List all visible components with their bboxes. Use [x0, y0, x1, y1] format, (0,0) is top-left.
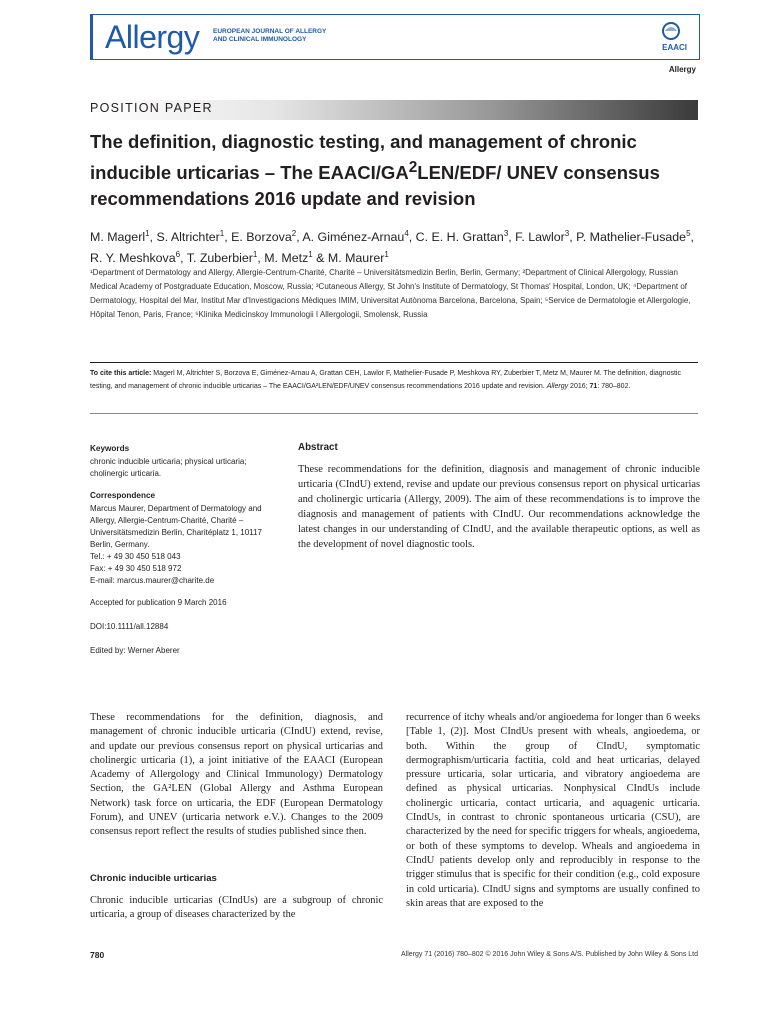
divider — [90, 362, 698, 363]
author-affiliation-marker: 1 — [252, 250, 258, 260]
article-type: POSITION PAPER — [90, 101, 213, 115]
author-name: E. Borzova — [231, 230, 292, 245]
abstract-text: These recommendations for the definition, diagnosis and management of chronic inducible urticaria (CIndU) extend, revise and update our previous consensus report on physical urticarias and cholinergic urticaria (Allergy, 2009). The aim of these recommendations is to improve the diagnosis and management of patients with CIndU. Our recommendations acknowledge the latest changes in our understanding of CIndU, and the available therapeutic options, as well as the development of novel diagnostic tools. — [298, 464, 700, 550]
keywords-heading: Keywords — [90, 444, 130, 453]
fax: Fax: + 49 30 450 518 972 — [90, 564, 182, 573]
author-name: M. Metz — [264, 251, 309, 266]
author-affiliation-marker: 1 — [308, 250, 313, 260]
telephone: Tel.: + 49 30 450 518 043 — [90, 552, 181, 561]
article-title: The definition, diagnostic testing, and management of chronic inducible urticarias – The EAACI/$GA^2LEN/EDF/$ UNEV consensus recommendations 2016 update and revision — [90, 131, 660, 210]
author-name: F. Lawlor — [515, 230, 565, 245]
divider — [90, 413, 698, 414]
author-affiliation-marker: 5 — [686, 229, 691, 238]
body-intro-paragraph: These recommendations for the definition, diagnosis, and management of chronic inducible urticaria (CIndU) extend, revise, and update our previous consensus report on physical urticarias and cholinergic urticaria (1), a joint initiative of the EAACI (European Academy of Allergology and Clinical Immunology) Dermatology Section, the GA²LEN (Global Allergy and Asthma European Network) task force on urticaria, the EDF (European Dermatology Forum), and UNEV (urticaria network e.V.). Changes to the 2009 consensus report reflect the results of studies published since then. — [90, 712, 383, 838]
abstract-heading: Abstract — [298, 442, 338, 453]
editor: Edited by: Werner Aberer — [90, 646, 180, 655]
journal-logo: Allergy — [105, 19, 200, 55]
author-name: C. E. H. Grattan — [415, 230, 504, 245]
author-name: A. Giménez-Arnau — [302, 230, 405, 245]
journal-banner — [90, 14, 700, 60]
journal-subtitle: EUROPEAN JOURNAL OF ALLERGY AND CLINICAL IMMUNOLOGY — [213, 28, 327, 43]
footer-copyright: Allergy 71 (2016) 780–802 © 2016 John Wiley & Sons A/S. Published by John Wiley & Sons Ltd — [401, 951, 698, 958]
author-name: S. Altrichter — [156, 230, 220, 245]
author-affiliation-marker: 6 — [175, 250, 181, 260]
running-head: Allergy — [668, 65, 696, 74]
doi-link[interactable]: DOI:10.1111/all.12884 — [90, 622, 169, 631]
author-affiliation-marker: 1 — [384, 250, 389, 260]
author-affiliation-marker: 1 — [219, 229, 225, 238]
author-name: M. Maurer — [327, 251, 385, 266]
author-affiliation-marker: 4 — [404, 229, 409, 238]
author-name: P. Mathelier-Fusade — [576, 230, 687, 245]
author-affiliation-marker: 1 — [145, 229, 150, 238]
author-list: M. Magerl$^1$, S. Altrichter$^1$, E. Borzova$^2$, A. Giménez-Arnau$^4$, C. E. H. Grattan$^3$, F. Lawlor$^3$, P. Mathelier-Fusade$^5$, R. Y. Meshkova$^6$, T. Zuberbier$^1$, M. Metz$^1$ & M. Maurer$^1$ — [90, 229, 694, 266]
author-affiliation-marker: 3 — [564, 229, 570, 238]
citation: To cite this article: Magerl M, Altrichter S, Borzova E, Giménez-Arnau A, Grattan CEH, Lawlor F, Mathelier-Fusade P, Meshkova RY, Zuberbier T, Metz M, Maurer M. The definition, diagnostic testing, and management of chronic inducible urticarias – The EAACI/GA²LEN/EDF/UNEV consensus recommendations 2016 update and revision. Allergy 2016; 71: 780–802. — [90, 370, 681, 390]
author-affiliation-marker: 3 — [503, 229, 509, 238]
section-heading: Chronic inducible urticarias — [90, 873, 217, 884]
society-name: EAACI — [662, 43, 687, 52]
accepted-date: Accepted for publication 9 March 2016 — [90, 598, 227, 607]
author-name: M. Magerl — [90, 230, 146, 245]
email-link[interactable]: E-mail: marcus.maurer@charite.de — [90, 576, 215, 585]
body-section-paragraph: Chronic inducible urticarias (CIndUs) are a subgroup of chronic urticaria, a group of diseases characterized by the — [90, 895, 383, 921]
article-sidebar — [90, 443, 275, 669]
author-affiliation-marker: 2 — [291, 229, 297, 238]
page-number: 780 — [90, 950, 105, 960]
correspondence-heading: Correspondence — [90, 491, 156, 500]
body-right-column: recurrence of itchy wheals and/or angioedema for longer than 6 weeks [Table 1, (2)]. Most CIndUs present with wheals, angioedema, or both. Within the group of CIndU, symptomatic dermographism/urticaria factitia, cold and heat urticarias, delayed pressure urticaria, solar urticaria, and vibratory angioedema are defined as physical urticarias. Nonphysical CIndUs include cholinergic urticaria, contact urticaria, and aquagenic urticaria. CIndUs, in contrast to chronic spontaneous urticaria (CSU), are characterized by the need for specific triggers for wheals, angioedema, or both of these symptoms to develop. Wheals and angioedema in CIndU patients develop only and reproducibly in response to the trigger stimulus that is specific for their condition (e.g., cold exposure in cold urticaria). CIndU signs and symptoms are usually confined to skin areas that are exposed to the — [406, 712, 700, 909]
affiliations: ¹Department of Dermatology and Allergy, Allergie-Centrum-Charité, Charité – Universitätsmedizin Berlin, Berlin, Germany; ²Department of Clinical Allergology, Russian Medical Academy of Postgraduate Education, Moscow, Russia; ³Cutaneous Allergy, St John's Institute of Dermatology, St Thomas' Hospital, London, UK; ⁴Department of Dermatology, Hospital del Mar, Institut Mar d'Investigacions Mèdiques IMIM, Universitat Autònoma Barcelona, Barcelona, Spain; ⁵Service de Dermatologie et Allergologie, Hôpital Tenon, Paris, France; ⁶Klinika Medicinskoy Immunologii I Allergologii, Smolensk, Russia — [90, 268, 691, 319]
author-name: R. Y. Meshkova — [90, 251, 176, 266]
keywords: chronic inducible urticaria; physical urticaria; cholinergic urticaria. — [90, 457, 247, 478]
author-name: T. Zuberbier — [186, 251, 253, 266]
correspondence-address: Marcus Maurer, Department of Dermatology and Allergy, Allergie-Centrum-Charité, Charité – Universitätsmedizin Berlin, Charitéplatz 1, 10117 Berlin, Germany. — [90, 504, 262, 549]
